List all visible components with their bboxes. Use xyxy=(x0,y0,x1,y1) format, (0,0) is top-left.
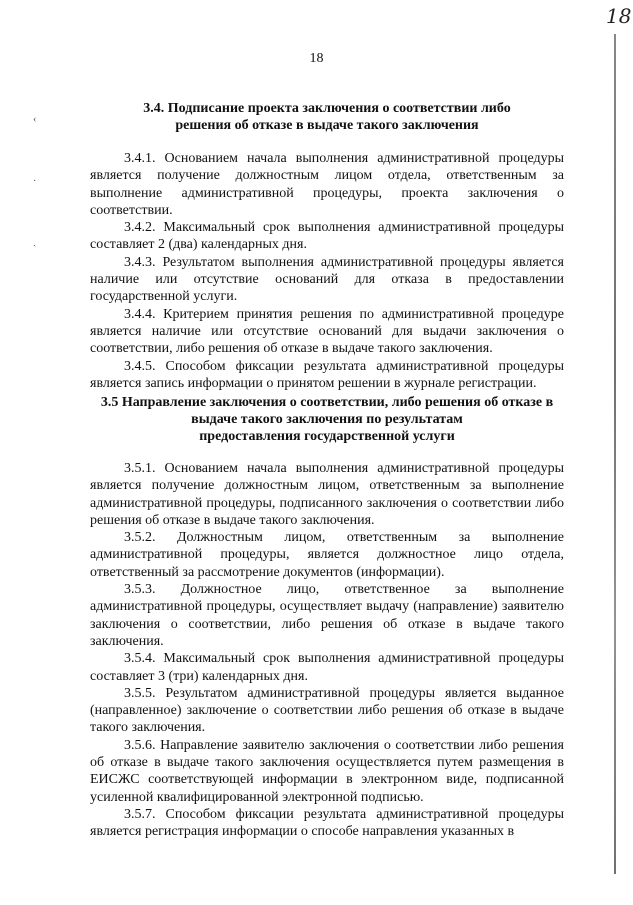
paragraph-3-4-5: 3.4.5. Способом фиксации результата административной процедуры является запись информации о принятом решении в журнале регистрации. xyxy=(90,358,564,391)
paragraph-3-5-1: 3.5.1. Основанием начала выполнения административной процедуры является получение должностным лицом, ответственным за выполнение административной процедуры, подписанного заключения о соответствии либо решения об отказе в выдаче такого заключения. xyxy=(90,461,564,528)
scan-edge-line xyxy=(614,34,616,874)
section-3-5-heading xyxy=(90,394,564,445)
heading-line: предоставления государственной услуги xyxy=(199,429,455,444)
handwritten-page-number: 18 xyxy=(606,4,632,28)
paragraph-3-4-4: 3.4.4. Критерием принятия решения по административной процедуре является наличие или отсутствие оснований для выдачи заключения о соответствии, либо решения об отказе в выдаче такого заключения. xyxy=(90,306,564,357)
page-number: 18 xyxy=(309,51,324,66)
section-3-5-body xyxy=(90,460,564,841)
margin-mark: · xyxy=(33,176,37,187)
heading-line: выдаче такого заключения по результатам xyxy=(191,412,463,427)
paragraph-3-5-6: 3.5.6. Направление заявителю заключения о соответствии либо решения об отказе в выдаче такого заключения осуществляется путем размещения в ЕИСЖС соответствующей информации в электронном виде, подписанной усиленной квалифицированной электронной подписью. xyxy=(90,737,564,805)
paragraph-3-4-1: 3.4.1. Основанием начала выполнения административной процедуры является получение должностным лицом отдела, ответственным за выполнение административной процедуры, проекта заключения о соответствии. xyxy=(90,151,564,218)
paragraph-3-5-4: 3.5.4. Максимальный срок выполнения административной процедуры составляет 3 (три) календарных дня. xyxy=(90,651,564,684)
margin-mark: ˎ xyxy=(33,236,37,247)
section-3-4-body xyxy=(90,150,564,392)
paragraph-3-5-3: 3.5.3. Должностное лицо, ответственное за выполнение административной процедуры, осуществляет выдачу (направление) заявителю заключения о соответствии, либо решения об отказе в выдаче такого заключения. xyxy=(90,582,564,649)
heading-line: 3.5 Направление заключения о соответствии, либо решения об отказе в xyxy=(100,395,554,410)
paragraph-3-5-5: 3.5.5. Результатом административной процедуры является выданное (направленное) заключение о соответствии либо решения об отказе в выдаче такого заключения. xyxy=(90,685,564,736)
heading-line: 3.4. Подписание проекта заключения о соответствии либо xyxy=(143,101,511,116)
paragraph-3-5-7: 3.5.7. Способом фиксации результата административной процедуры является регистрация информации о способе направления указанных в xyxy=(90,806,564,840)
paragraph-3-5-2: 3.5.2. Должностным лицом, ответственным за выполнение административной процедуры, является должностное лицо отдела, ответственный за рассмотрение документов (информации). xyxy=(90,530,564,580)
paragraph-3-4-3: 3.4.3. Результатом выполнения административной процедуры является наличие или отсутствие оснований для отказа в предоставлении государственной услуги. xyxy=(90,254,564,305)
margin-mark: ‹ xyxy=(33,114,37,125)
section-3-4-heading xyxy=(90,100,564,134)
paragraph-3-4-2: 3.4.2. Максимальный срок выполнения административной процедуры составляет 2 (два) календарных дня. xyxy=(90,220,564,253)
heading-line: решения об отказе в выдаче такого заключения xyxy=(175,118,479,133)
